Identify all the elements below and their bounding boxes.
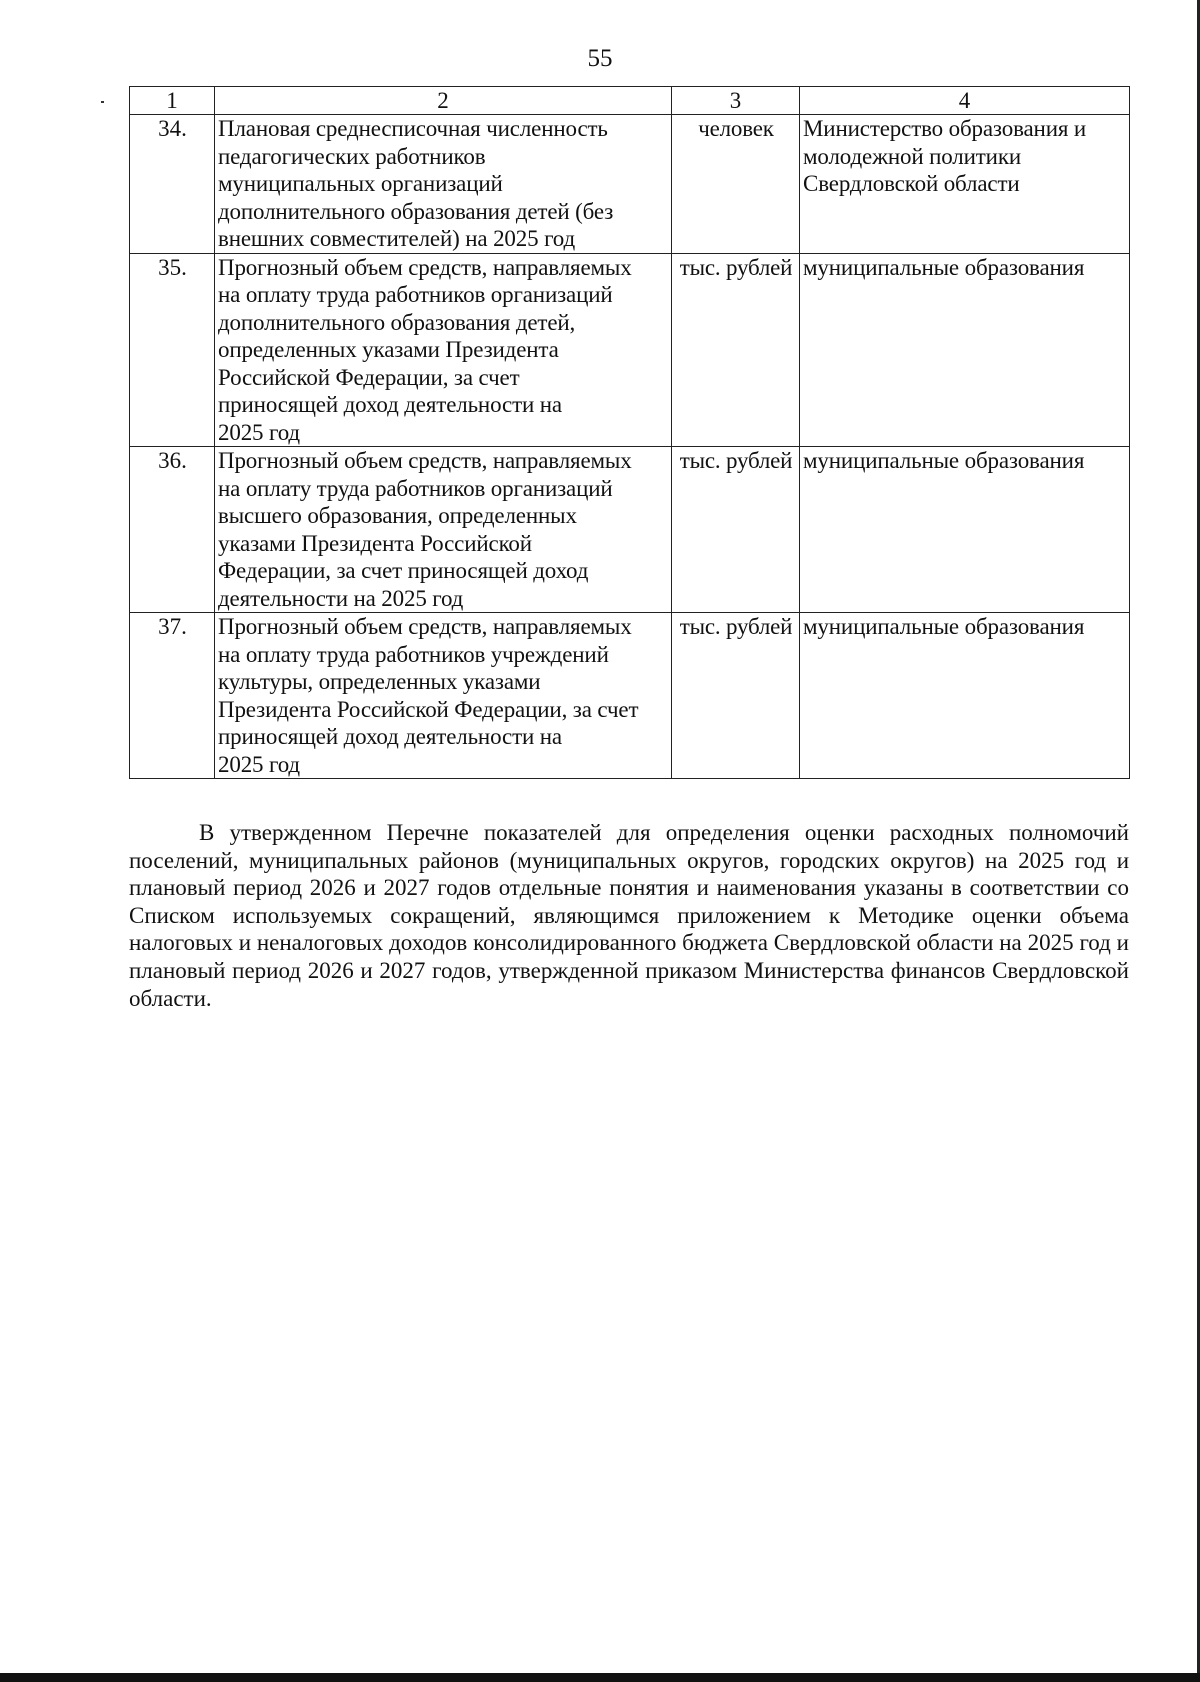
paragraph-text: В утвержденном Перечне показателей для определения оценки расходных полномочий поселений, муниципальных районов (муниципальных округов, городских округов) на 2025 год и плановый период 2026 и 2027 годов отдельные понятия и наименования указаны в соответствии со Списком используемых сокращений, являющимся приложением к Методике оценки объема налоговых и неналоговых доходов консолидированного бюджета Свердловской области на 2025 год и плановый период 2026 и 2027 годов, утвержденной приказом Министерства финансов Свердловской области.	[129, 820, 1129, 1011]
responsible-body	[800, 447, 1130, 613]
indicator-name-text: Прогнозный объем средств, направляемых на оплату труда работников организаций высшего образования, определенных указами Президента Российской Федерации, за счет приносящей доход деятельности на 2025 год	[218, 448, 632, 611]
explanatory-paragraph	[129, 819, 1129, 1012]
table-row	[130, 115, 1130, 254]
unit-of-measure: человек	[672, 115, 800, 254]
responsible-body-text: муниципальные образования	[803, 254, 1085, 280]
table-header-row	[130, 87, 1130, 115]
table-row	[130, 613, 1130, 779]
responsible-body-text: муниципальные образования	[803, 448, 1085, 473]
scan-bottom-edge	[0, 1673, 1200, 1682]
responsible-body	[800, 253, 1130, 447]
indicator-name	[215, 447, 672, 613]
responsible-body	[800, 613, 1130, 779]
column-header-unit: 3	[672, 87, 800, 115]
indicator-name	[215, 253, 672, 447]
unit-of-measure: тыс. рублей	[672, 613, 800, 779]
indicator-name-text: Прогнозный объем средств, направляемых на оплату труда работников организаций дополнительного образования детей, определенных указами Президента Российской Федерации, за счет приносящей доход деятельности на 2025 год	[218, 254, 632, 445]
indicator-name-text: Прогнозный объем средств, направляемых на оплату труда работников учреждений культуры, определенных указами Президента Российской Федерации, за счет приносящей доход деятельности на 2025 год	[218, 614, 639, 777]
row-number: 35.	[130, 253, 215, 447]
indicator-name	[215, 613, 672, 779]
page-number: 55	[587, 45, 613, 72]
table-row	[130, 253, 1130, 447]
row-number: 34.	[130, 115, 215, 254]
indicator-name-text: Плановая среднесписочная численность педагогических работников муниципальных организаций дополнительного образования детей (без внешних совместителей) на 2025 год	[218, 116, 614, 251]
table-row	[130, 447, 1130, 613]
responsible-body-text: Министерство образования и молодежной политики Свердловской области	[803, 116, 1087, 196]
column-header-responsible: 4	[800, 87, 1130, 115]
column-header-name: 2	[215, 87, 672, 115]
indicators-table	[129, 86, 1130, 779]
unit-of-measure: тыс. рублей	[672, 253, 800, 447]
scan-artifact-dot	[101, 101, 104, 103]
responsible-body-text: муниципальные образования	[803, 614, 1085, 639]
row-number: 36.	[130, 447, 215, 613]
indicator-name	[215, 115, 672, 254]
unit-of-measure: тыс. рублей	[672, 447, 800, 613]
row-number: 37.	[130, 613, 215, 779]
column-header-number: 1	[130, 87, 215, 115]
responsible-body	[800, 115, 1130, 254]
